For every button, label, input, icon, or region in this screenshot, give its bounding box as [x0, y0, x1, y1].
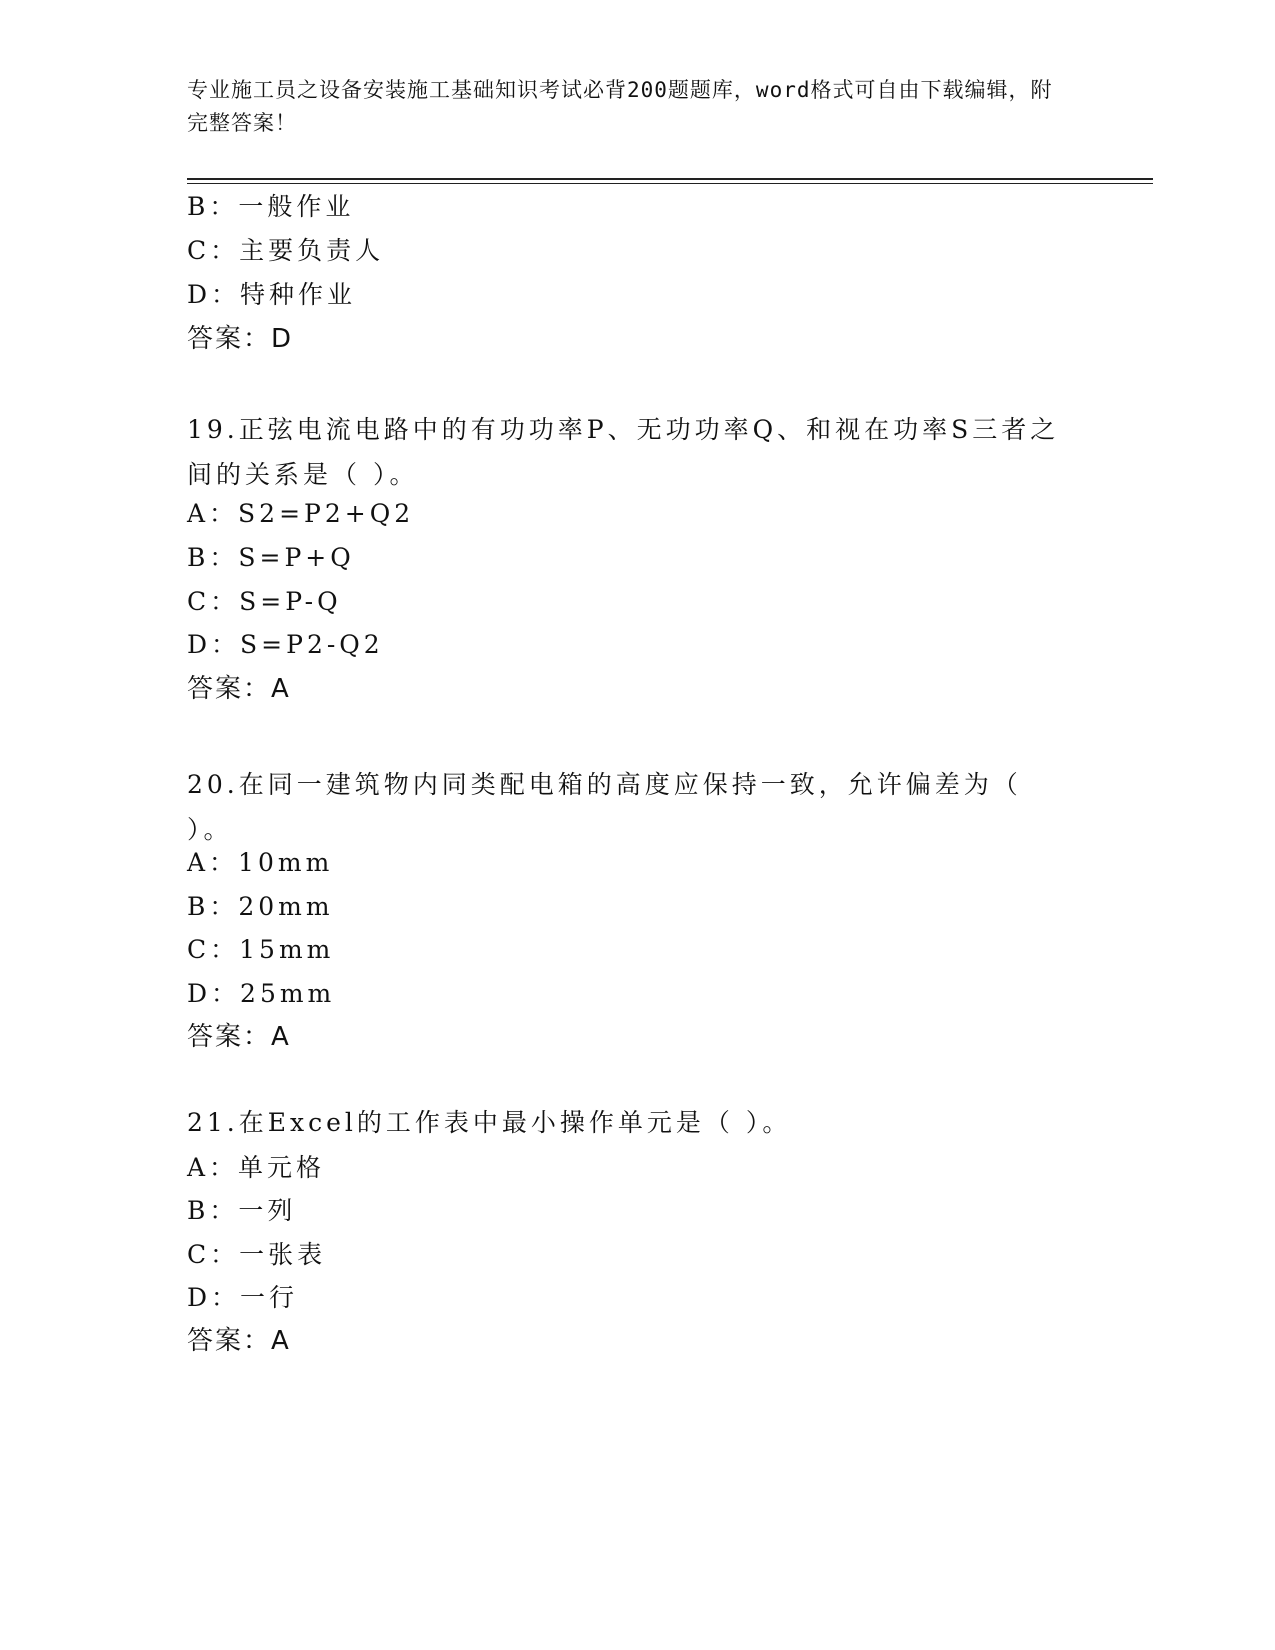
question-text: 19.正弦电流电路中的有功功率P、无功功率Q、和视在功率S三者之间的关系是（ ）。: [187, 415, 1060, 489]
option-d: D：一行: [187, 1283, 299, 1312]
option-b: B：20mm: [187, 892, 334, 921]
header-rule-thick: [187, 178, 1153, 180]
option-b: B：S=P+Q: [187, 543, 355, 572]
option-b: B：一般作业: [187, 192, 355, 221]
option-c: C：15mm: [187, 935, 335, 964]
option-c: C：一张表: [187, 1240, 327, 1269]
answer: 答案：A: [187, 674, 291, 704]
document-header: 专业施工员之设备安装施工基础知识考试必背200题题库，word格式可自由下载编辑，附完整答案！: [187, 78, 1053, 135]
question-text: 21.在Excel的工作表中最小操作单元是（ ）。: [187, 1108, 792, 1137]
question-text: 20.在同一建筑物内同类配电箱的高度应保持一致，允许偏差为（ ）。: [187, 770, 1022, 844]
option-d: D：25mm: [187, 979, 336, 1008]
option-a: A：S2=P2+Q2: [187, 499, 415, 528]
option-b: B：一列: [187, 1196, 297, 1225]
header-rule-thin: [187, 183, 1153, 184]
option-a: A：10mm: [187, 848, 334, 877]
answer: 答案：A: [187, 1326, 291, 1356]
option-c: C：主要负责人: [187, 236, 385, 265]
option-a: A：单元格: [187, 1153, 326, 1182]
answer: 答案：D: [187, 324, 294, 354]
option-c: C：S=P-Q: [187, 587, 342, 616]
option-d: D：S=P2-Q2: [187, 630, 384, 659]
option-d: D：特种作业: [187, 280, 357, 309]
answer: 答案：A: [187, 1022, 291, 1052]
